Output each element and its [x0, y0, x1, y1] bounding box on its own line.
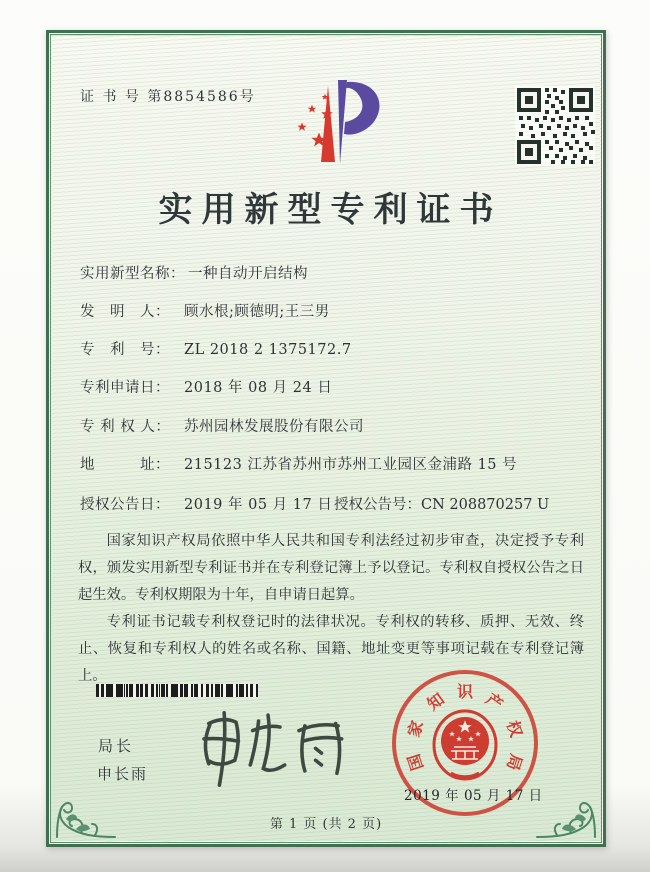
certificate-number: 证 书 号 第8854586号 — [80, 89, 256, 105]
qr-code-icon — [515, 86, 595, 166]
field-label: 地 址： — [80, 457, 170, 473]
seal-char: 识 — [456, 682, 473, 701]
seal-char: 家 — [404, 718, 428, 740]
director-name: 申长雨 — [97, 765, 149, 783]
field-value: 一种自动开启结构 — [188, 266, 308, 282]
field-row-address — [80, 453, 576, 474]
field-row-inventors — [80, 300, 576, 321]
field-row-patent-no — [80, 338, 576, 359]
field-row-filing-date — [80, 376, 576, 397]
field-label: 实用新型名称： — [80, 266, 185, 282]
field-value: CN 208870257 U — [421, 497, 550, 513]
seal-char: 国 — [404, 751, 428, 773]
field-value: ZL 2018 2 1375172.7 — [184, 342, 352, 358]
field-label: 发 明 人： — [80, 304, 170, 320]
director-title: 局长 — [98, 737, 135, 755]
certificate-title: 实用新型专利证书 — [158, 190, 503, 230]
field-value: 顾水根;顾德明;王三男 — [184, 304, 330, 320]
field-value: 2019 年 05 月 17 日 — [184, 497, 333, 513]
seal-char: 权 — [502, 718, 526, 740]
seal-char: 知 — [423, 689, 448, 714]
seal-char: 局 — [502, 751, 526, 773]
national-emblem-icon — [425, 701, 505, 789]
field-row-name — [80, 262, 576, 283]
corner-flourish-icon — [535, 774, 599, 840]
seal-date: 2019 年 05 月 17 日 — [404, 788, 543, 804]
legal-paragraph-2: 专利证书记载专利权登记时的法律状况。专利权的转移、质押、无效、终止、恢复和专利权人的姓名或名称、国籍、地址变更等事项记载在专利登记簿上。 — [78, 614, 584, 684]
field-value: 苏州园林发展股份有限公司 — [184, 419, 364, 435]
field-value: 215123 江苏省苏州市苏州工业园区金浦路 15 号 — [184, 457, 518, 473]
corner-flourish-icon — [53, 774, 117, 840]
field-label: 授权公告日： — [80, 497, 170, 513]
seal-char: 产 — [482, 689, 507, 714]
field-row-grant — [80, 493, 576, 514]
cnipa-logo-icon — [276, 76, 396, 168]
signature-icon — [185, 704, 363, 788]
field-label: 专利申请日： — [80, 380, 170, 396]
grant-number — [334, 493, 549, 514]
field-label: 授权公告号： — [334, 497, 421, 513]
certificate-inner-frame — [51, 35, 601, 842]
legal-text — [78, 528, 584, 690]
field-row-patentee — [80, 415, 576, 436]
barcode — [96, 684, 258, 697]
certificate — [46, 30, 606, 847]
field-label: 专 利 权 人： — [80, 419, 171, 435]
legal-paragraph-1: 国家知识产权局依照中华人民共和国专利法经过初步审查，决定授予专利权，颁发实用新型专利证书并在专利登记簿上予以登记。专利权自授权公告之日起生效。专利权期限为十年，自申请日起算。 — [78, 533, 584, 603]
page-footer: 第 1 页 (共 2 页) — [269, 817, 383, 832]
field-label: 专 利 号： — [80, 342, 170, 358]
field-value: 2018 年 08 月 24 日 — [184, 380, 333, 396]
